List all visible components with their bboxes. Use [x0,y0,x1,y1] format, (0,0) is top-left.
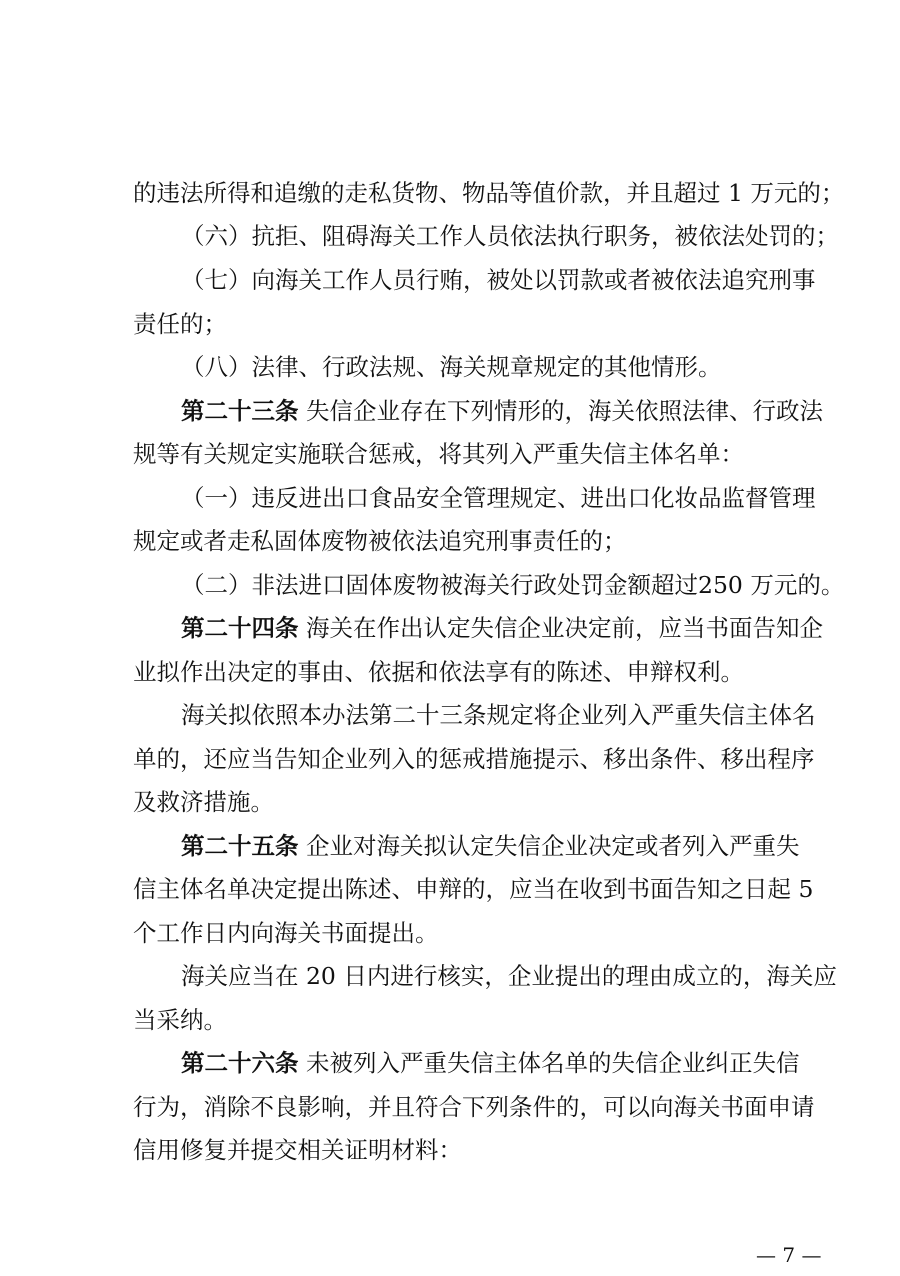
article-paragraph [181,613,823,643]
article-heading: 第二十三条 [181,397,299,425]
text-line: 规等有关规定实施联合惩戒，将其列入严重失信主体名单： [133,440,744,468]
text-line: 个工作日内向海关书面提出。 [133,919,439,947]
list-item: （二）非法进口固体废物被海关行政处罚金额超过250 万元的。 [181,571,845,599]
text-line: 信主体名单决定提出陈述、申辩的，应当在收到书面告知之日起 5 [133,875,814,903]
article-heading: 第二十六条 [181,1049,299,1077]
article-heading: 第二十五条 [181,832,299,860]
list-item: （七）向海关工作人员行贿，被处以罚款或者被依法追究刑事 [181,266,816,294]
article-paragraph [181,1048,799,1078]
article-text: 海关在作出认定失信企业决定前，应当书面告知企 [298,614,823,642]
text-line: 业拟作出决定的事由、依据和依法享有的陈述、申辩权利。 [133,658,744,686]
text-line: 信用修复并提交相关证明材料： [133,1136,462,1164]
text-line: 海关拟依照本办法第二十三条规定将企业列入严重失信主体名 [181,701,816,729]
article-text: 未被列入严重失信主体名单的失信企业纠正失信 [298,1049,800,1077]
text-line: 责任的； [133,310,227,338]
list-item: （一）违反进出口食品安全管理规定、进出口化妆品监督管理 [181,484,816,512]
article-paragraph [181,831,799,861]
text-line: 及救济措施。 [133,788,274,816]
list-item: （八）法律、行政法规、海关规章规定的其他情形。 [181,353,722,381]
text-line: 规定或者走私固体废物被依法追究刑事责任的； [133,527,627,555]
text-line: 海关应当在 20 日内进行核实，企业提出的理由成立的，海关应 [181,962,837,990]
article-paragraph [181,396,823,426]
article-text: 企业对海关拟认定失信企业决定或者列入严重失 [298,832,800,860]
text-line: 当采纳。 [133,1006,227,1034]
text-line: 的违法所得和追缴的走私货物、物品等值价款，并且超过 1 万元的； [133,179,845,207]
text-line: 单的，还应当告知企业列入的惩戒措施提示、移出条件、移出程序 [133,745,815,773]
article-text: 失信企业存在下列情形的，海关依照法律、行政法 [298,397,823,425]
list-item: （六）抗拒、阻碍海关工作人员依法执行职务，被依法处罚的； [181,222,839,250]
text-line: 行为，消除不良影响，并且符合下列条件的，可以向海关书面申请 [133,1093,815,1121]
page-number: — 7 — [756,1243,822,1267]
article-heading: 第二十四条 [181,614,299,642]
